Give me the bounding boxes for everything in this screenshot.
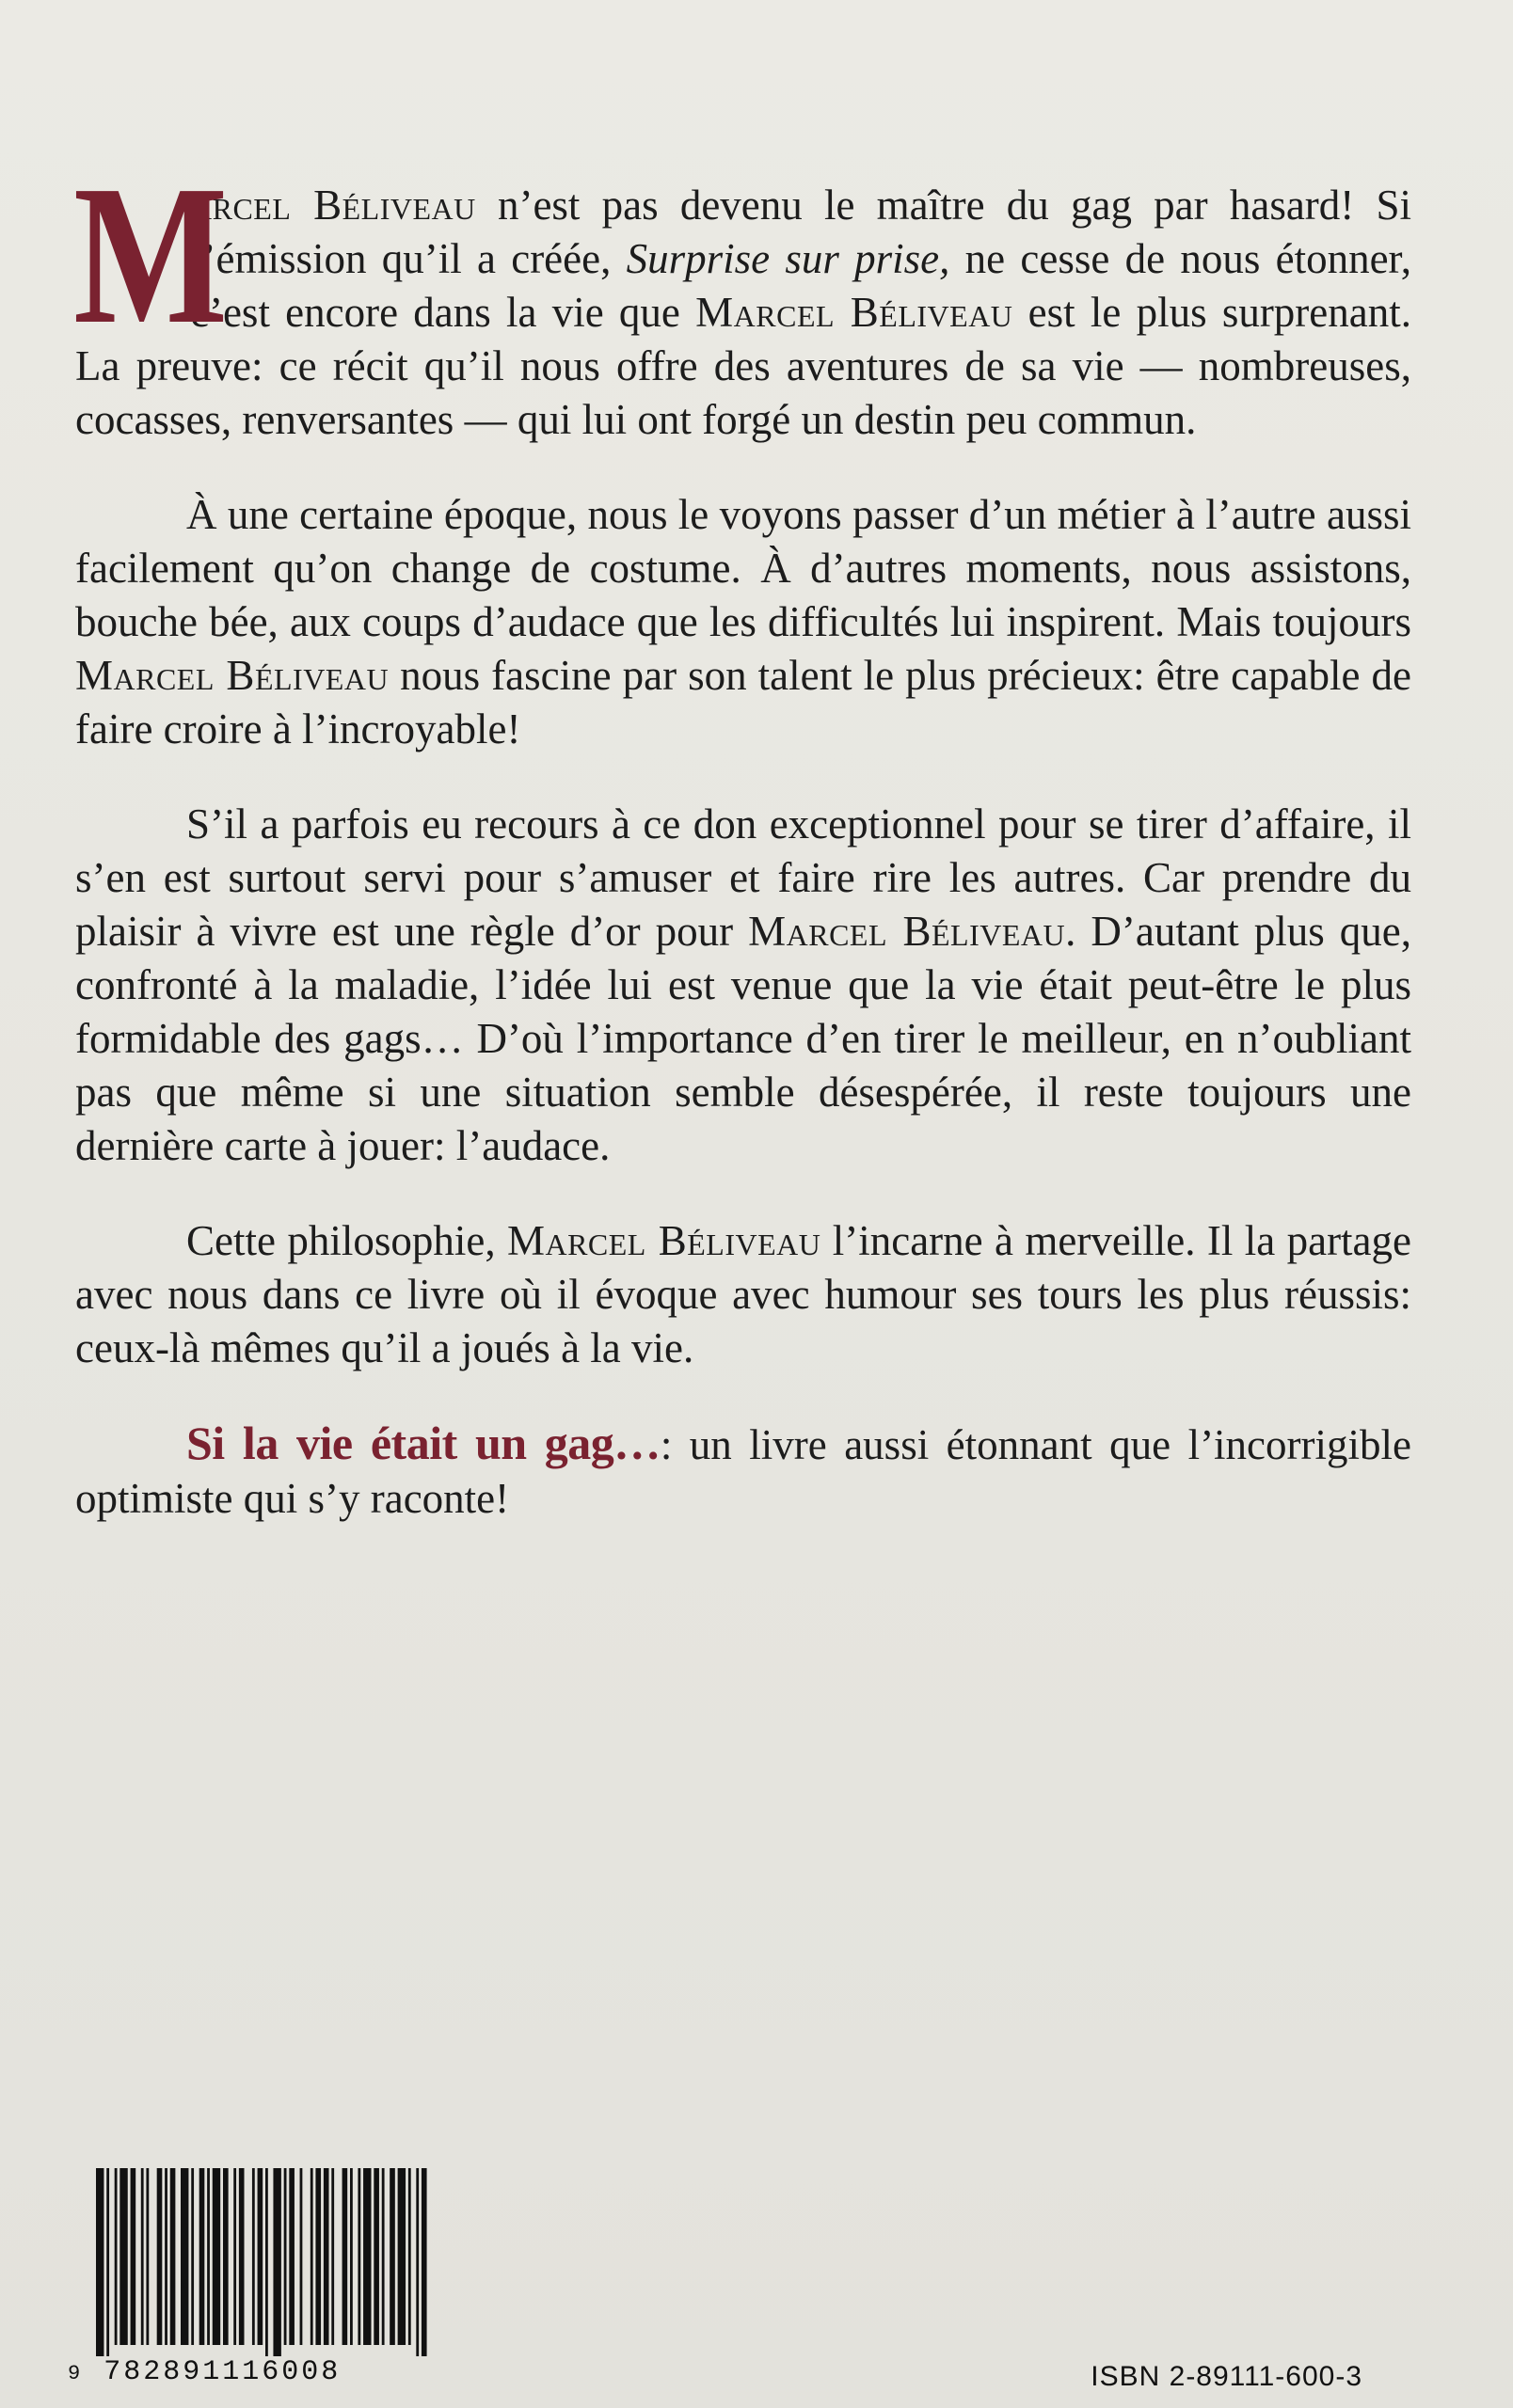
p2-text-2: nous fascine par son talent le plus précieux: être capable de faire croire à l’incroyable!	[75, 652, 1411, 752]
barcode-bar	[106, 2168, 109, 2356]
isbn-number: ISBN 2-89111-600-3	[1091, 2361, 1362, 2392]
barcode-bar	[213, 2168, 220, 2345]
author-name: Marcel Béliveau	[506, 1217, 821, 1264]
barcode-bar	[252, 2168, 255, 2345]
barcode-bar	[324, 2168, 329, 2345]
p1-text-3: est le plus surprenant. La preuve: ce récit qu’il nous offre des aventures de sa vie — nombreuses, cocasses, renversantes — qui lui ont forgé un destin peu commun.	[75, 289, 1411, 443]
p1-text-2: ne cesse de nous étonner, c’est encore dans la vie que	[190, 235, 1411, 336]
paragraph-3	[75, 798, 1411, 1173]
p4-text-1: Cette philosophie,	[186, 1217, 507, 1264]
barcode-bar	[258, 2168, 263, 2345]
barcode-bar	[382, 2168, 385, 2345]
barcode-bar	[181, 2168, 188, 2345]
barcode-area	[68, 2168, 444, 2388]
barcode-bar	[96, 2168, 104, 2356]
barcode-bar	[207, 2168, 210, 2345]
barcode-bar	[363, 2168, 371, 2345]
barcode-bar	[199, 2168, 205, 2345]
barcode-bar	[398, 2168, 406, 2345]
barcode-lead-digit: 9	[68, 2362, 84, 2385]
barcode-bar	[311, 2168, 313, 2345]
barcode-bar	[342, 2168, 348, 2345]
barcode-bar	[131, 2168, 136, 2345]
barcode-bar	[191, 2168, 194, 2345]
paragraph-4	[75, 1214, 1411, 1375]
barcode-bar	[170, 2168, 176, 2345]
p3-text-1: S’il a parfois eu recours à ce don exceptionnel pour se tirer d’affaire, il s’en est surtout servi pour s’amuser et faire rire les autres. Car prendre du plaisir à vivre est une règle d’or pour	[75, 800, 1411, 955]
barcode-bar	[165, 2168, 167, 2345]
barcode-bar	[157, 2168, 163, 2345]
barcode-bar	[289, 2168, 295, 2345]
barcode-bar	[233, 2168, 236, 2345]
barcode-bar	[141, 2168, 144, 2345]
show-title: Surprise sur prise,	[626, 235, 950, 282]
author-name: Marcel Béliveau	[75, 652, 390, 699]
barcode-bar	[390, 2168, 395, 2345]
barcode-bar	[265, 2168, 268, 2356]
barcode-number: 782891116008	[104, 2356, 342, 2388]
paragraph-1	[73, 144, 1412, 447]
barcode-bar	[422, 2168, 427, 2356]
drop-cap: M	[73, 144, 229, 365]
blurb-text	[73, 144, 1412, 1526]
barcode	[96, 2168, 435, 2356]
barcode-bar	[358, 2168, 360, 2345]
barcode-bar	[273, 2168, 280, 2356]
barcode-bar	[115, 2168, 118, 2345]
barcode-bar	[119, 2168, 127, 2345]
p1-text-1: n’est pas devenu le maître du gag par hasard! Si l’émission qu’il a créée,	[190, 182, 1412, 282]
barcode-bar	[416, 2168, 419, 2356]
barcode-bar	[408, 2168, 411, 2345]
barcode-bar	[350, 2168, 353, 2345]
p4-text-2: l’incarne à merveille. Il la partage avec nous dans ce livre où il évoque avec humour ses tours les plus réussis: ceux-là mêmes qu’il a joués à la vie.	[75, 1217, 1411, 1371]
p2-text-1: À une certaine époque, nous le voyons passer d’un métier à l’autre aussi facilement qu’on change de costume. À d’autres moments, nous assistons, bouche bée, aux coups d’audace que les difficultés lui inspirent. Mais toujours	[75, 491, 1411, 645]
barcode-bar	[300, 2168, 303, 2345]
barcode-bar	[146, 2168, 149, 2345]
paragraph-5	[75, 1417, 1411, 1526]
author-name: Marcel Béliveau	[695, 289, 1013, 336]
barcode-bar	[315, 2168, 321, 2345]
barcode-bar	[374, 2168, 379, 2345]
paragraph-2	[75, 488, 1411, 756]
barcode-bar	[239, 2168, 245, 2345]
barcode-digits	[68, 2356, 463, 2388]
barcode-bar	[284, 2168, 287, 2345]
p5-text-1: : un livre aussi étonnant que l’incorrigible optimiste qui s’y raconte!	[75, 1421, 1411, 1522]
barcode-bar	[331, 2168, 334, 2345]
author-name: Marcel Béliveau	[748, 908, 1066, 955]
p3-text-2: . D’autant plus que, confronté à la maladie, l’idée lui est venue que la vie était peut-être le plus formidable des gags… D’où l’importance d’en tirer le meilleur, en n’oubliant pas que même si une situation semble désespérée, il reste toujours une dernière carte à jouer: l’audace.	[75, 908, 1412, 1169]
barcode-bar	[223, 2168, 229, 2345]
book-title: Si la vie était un gag…	[186, 1417, 661, 1469]
author-name-lead: arcel Béliveau	[190, 182, 476, 229]
